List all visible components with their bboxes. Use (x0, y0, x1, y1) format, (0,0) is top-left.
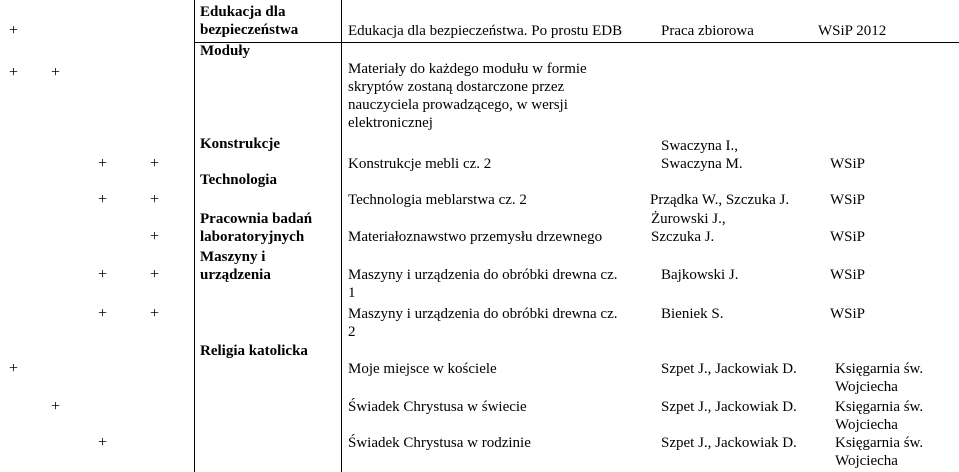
book-title: Maszyny i urządzenia do obróbki drewna cz. 1 (348, 267, 618, 301)
plus-marker: + (98, 155, 108, 172)
book-author: Szpet J., Jackowiak D. (661, 361, 797, 377)
plus-marker: + (150, 266, 160, 283)
book-publisher: Księgarnia św. Wojciecha (835, 361, 924, 395)
plus-marker: + (150, 305, 160, 322)
book-title: Edukacja dla bezpieczeństwa. Po prostu EDB (348, 23, 623, 39)
book-publisher: WSiP (830, 267, 866, 283)
plus-marker: + (9, 64, 19, 81)
column-divider (341, 0, 342, 472)
section-label: Moduły (200, 43, 251, 59)
plus-marker: + (98, 191, 108, 208)
plus-marker: + (150, 191, 160, 208)
book-publisher: WSiP 2012 (818, 23, 887, 39)
book-title: Technologia meblarstwa cz. 2 (348, 192, 527, 208)
book-author: Prządka W., Szczuka J. (650, 192, 790, 208)
book-title: Konstrukcje mebli cz. 2 (348, 156, 492, 172)
book-author: Żurowski J., Szczuka J. (651, 211, 726, 245)
plus-marker: + (98, 266, 108, 283)
column-divider (194, 0, 195, 472)
book-publisher: Księgarnia św. Wojciecha (835, 435, 924, 469)
plus-marker: + (150, 155, 160, 172)
book-publisher: Księgarnia św. Wojciecha (835, 399, 924, 433)
book-title: Materiałoznawstwo przemysłu drzewnego (348, 229, 603, 245)
plus-marker: + (98, 305, 108, 322)
plus-marker: + (51, 64, 61, 81)
book-publisher: WSiP (830, 306, 866, 322)
book-title: Świadek Chrystusa w świecie (348, 399, 527, 415)
book-author: Bajkowski J. (661, 267, 739, 283)
book-title: Moje miejsce w kościele (348, 361, 497, 377)
section-label: Maszyny i urządzenia (200, 249, 271, 283)
book-publisher: WSiP (830, 192, 866, 208)
book-publisher: WSiP (830, 229, 866, 245)
plus-marker: + (98, 434, 108, 451)
plus-marker: + (9, 22, 19, 39)
section-label: Edukacja dla bezpieczeństwa (200, 4, 299, 38)
book-title: Świadek Chrystusa w rodzinie (348, 435, 531, 451)
section-label: Religia katolicka (200, 343, 308, 359)
plus-marker: + (150, 228, 160, 245)
book-author: Swaczyna I., Swaczyna M. (661, 138, 743, 172)
section-label: Technologia (200, 172, 277, 188)
book-publisher: WSiP (830, 156, 866, 172)
section-label: Konstrukcje (200, 136, 280, 152)
section-label: Pracownia badań laboratoryjnych (200, 211, 313, 245)
plus-marker: + (9, 360, 19, 377)
plus-marker: + (51, 398, 61, 415)
book-author: Szpet J., Jackowiak D. (661, 399, 797, 415)
book-title: Maszyny i urządzenia do obróbki drewna cz. 2 (348, 306, 618, 340)
book-author: Praca zbiorowa (661, 23, 754, 39)
row-divider (194, 42, 959, 43)
book-author: Szpet J., Jackowiak D. (661, 435, 797, 451)
book-title: Materiały do każdego modułu w formie skryptów zostaną dostarczone przez nauczyciela prowadzącego, w wersji elektronicznej (348, 61, 587, 131)
book-author: Bieniek S. (661, 306, 724, 322)
